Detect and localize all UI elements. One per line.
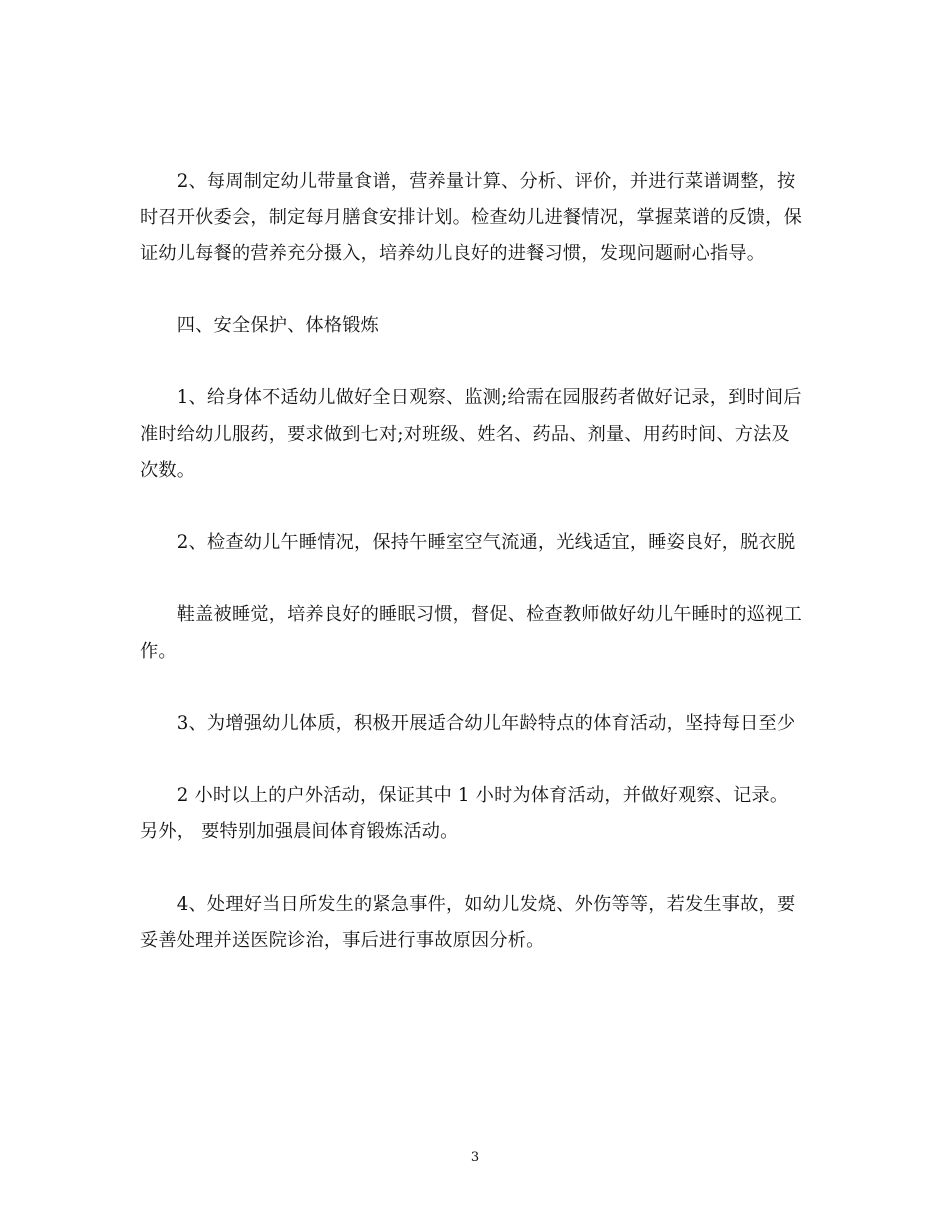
text-line: 1、给身体不适幼儿做好全日观察、监测;给需在园服药者做好记录，到时间后 [140, 387, 802, 408]
text-line: 证幼儿每餐的营养充分摄入，培养幼儿良好的进餐习惯，发现问题耐心指导。 [140, 243, 766, 264]
text-line: 2 小时以上的户外活动，保证其中 1 小时为体育活动，并做好观察、记录。 [140, 785, 789, 806]
text-line: 作。 [140, 641, 177, 662]
text-line: 准时给幼儿服药，要求做到七对;对班级、姓名、药品、剂量、用药时间、方法及 [140, 424, 790, 445]
text-line: 时召开伙委会，制定每月膳食安排计划。检查幼儿进餐情况，掌握菜谱的反馈，保 [140, 207, 802, 228]
text-line: 2、检查幼儿午睡情况，保持午睡室空气流通，光线适宜，睡姿良好，脱衣脱 [140, 532, 796, 553]
text-line: 4、处理好当日所发生的紧急事件，如幼儿发烧、外伤等等，若发生事故，要 [140, 894, 796, 915]
text-line: 鞋盖被睡觉，培养良好的睡眠习惯，督促、检查教师做好幼儿午睡时的巡视工 [140, 604, 802, 625]
text-line: 2、每周制定幼儿带量食谱，营养量计算、分析、评价，并进行菜谱调整，按 [140, 171, 796, 192]
text-line: 次数。 [140, 460, 196, 481]
text-line: 另外， 要特别加强晨间体育锻炼活动。 [140, 821, 459, 842]
page-number: 3 [470, 1150, 480, 1165]
text-line: 3、为增强幼儿体质，积极开展适合幼儿年龄特点的体育活动，坚持每日至少 [140, 713, 796, 734]
text-line: 妥善处理并送医院诊治，事后进行事故原因分析。 [140, 930, 545, 951]
section-heading: 四、安全保护、体格锻炼 [140, 315, 380, 336]
